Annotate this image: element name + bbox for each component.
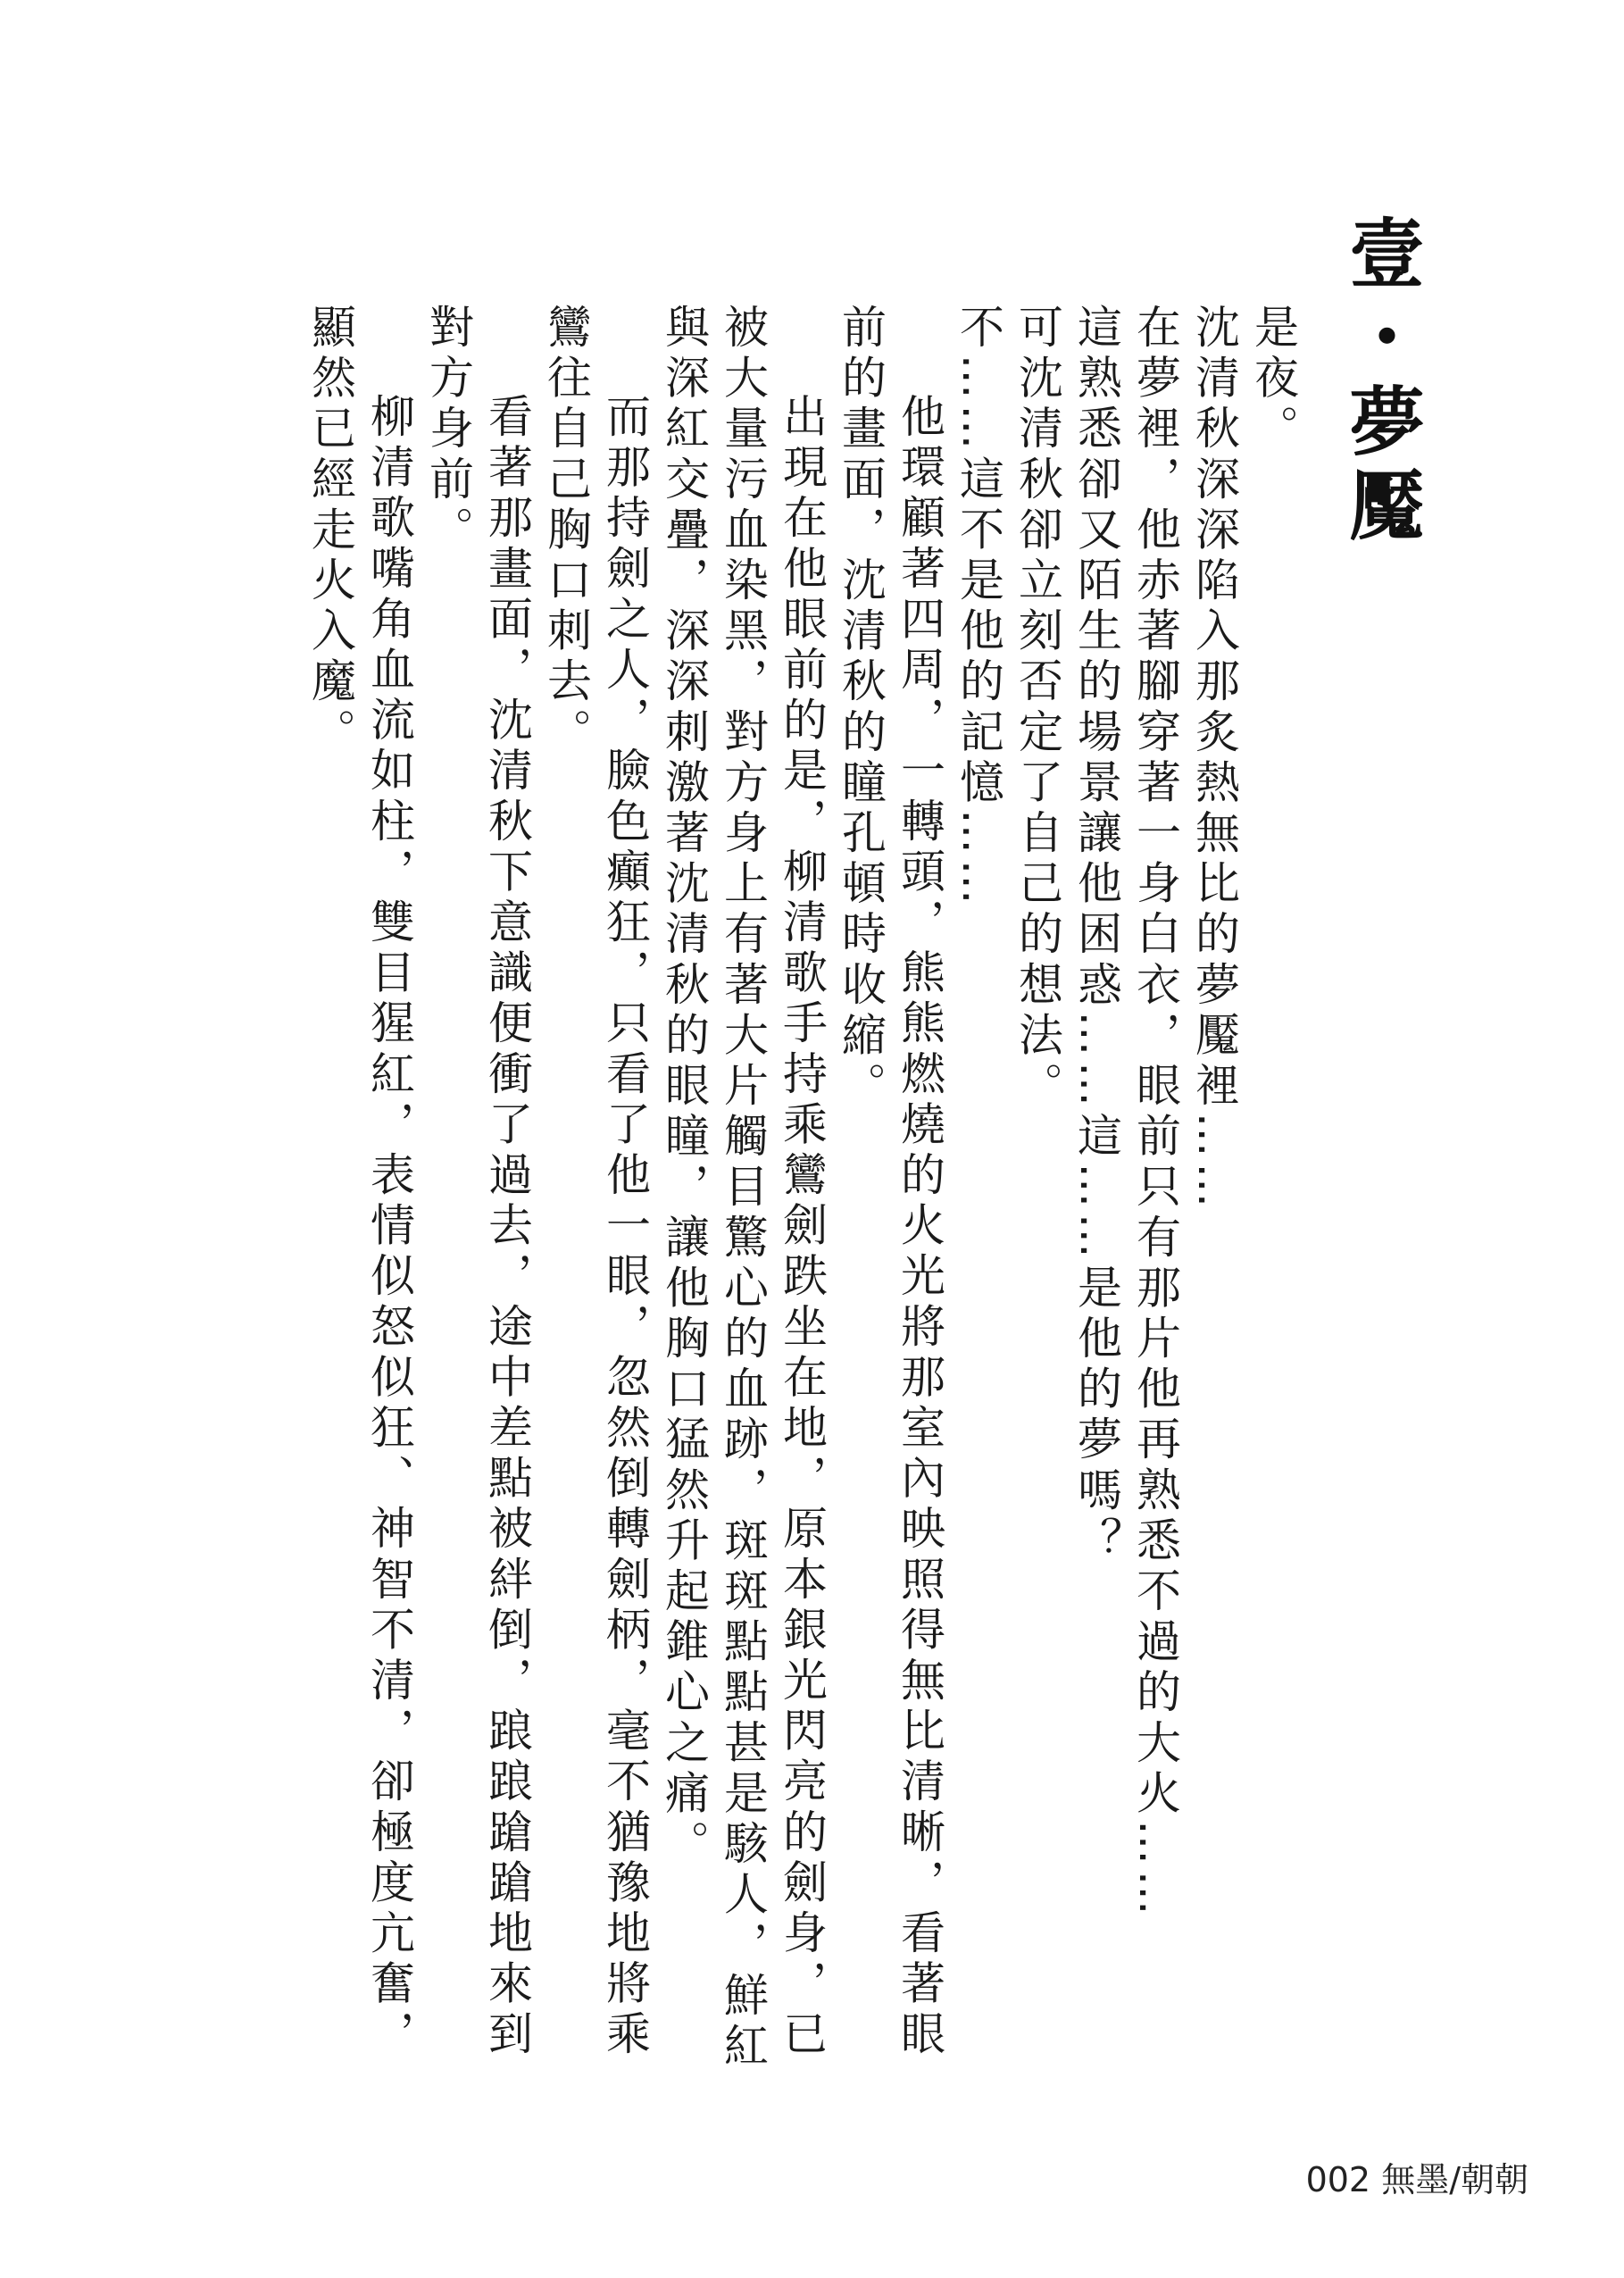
paragraph: 柳清歌嘴角血流如柱，雙目猩紅，表情似怒似狂、神智不清，卻極度亢奮，顯然已經走火入魔。 xyxy=(304,304,415,2061)
paragraph: 這熟悉卻又陌生的場景讓他困惑……這……是他的夢嗎？ xyxy=(1070,304,1122,1567)
paragraph: 是夜。 xyxy=(1247,304,1299,455)
paragraph: 他環顧著四周，一轉頭，熊熊燃燒的火光將那室內映照得無比清晰，看著眼前的畫面，沈清秋的瞳孔頓時收縮。 xyxy=(835,304,945,2061)
chapter-title: 壹・夢魘 xyxy=(1337,214,1426,550)
paragraph: 而那持劍之人，臉色癲狂，只看了他一眼，忽然倒轉劍柄，毫不猶豫地將乘鸞往自己胸口刺去。 xyxy=(540,304,651,2061)
book-info: 無墨/朝朝 xyxy=(1381,2160,1528,2199)
page-footer xyxy=(1306,2152,1528,2201)
paragraph: 看著那畫面，沈清秋下意識便衝了過去，途中差點被絆倒，踉踉蹌蹌地來到對方身前。 xyxy=(422,304,533,2061)
paragraph: 沈清秋深深陷入那炙熱無比的夢魘裡…… xyxy=(1188,304,1240,1214)
body-text xyxy=(301,304,1303,2107)
page-number: 002 xyxy=(1305,2160,1371,2199)
paragraph: 在夢裡，他赤著腳穿著一身白衣，眼前只有那片他再熟悉不過的大火…… xyxy=(1129,304,1181,1922)
paragraph: 可沈清秋卻立刻否定了自己的想法。 xyxy=(1012,304,1063,1113)
paragraph: 出現在他眼前的是，柳清歌手持乘鸞劍跌坐在地，原本銀光閃亮的劍身，已被大量污血染黑，對方身上有著大片觸目驚心的血跡，斑斑點點甚是駭人，鮮紅與深紅交疊，深深刺激著沈清秋的眼瞳，讓他胸口猛然升起錐心之痛。 xyxy=(658,304,828,2073)
paragraph: 不……這不是他的記憶…… xyxy=(953,304,1004,911)
